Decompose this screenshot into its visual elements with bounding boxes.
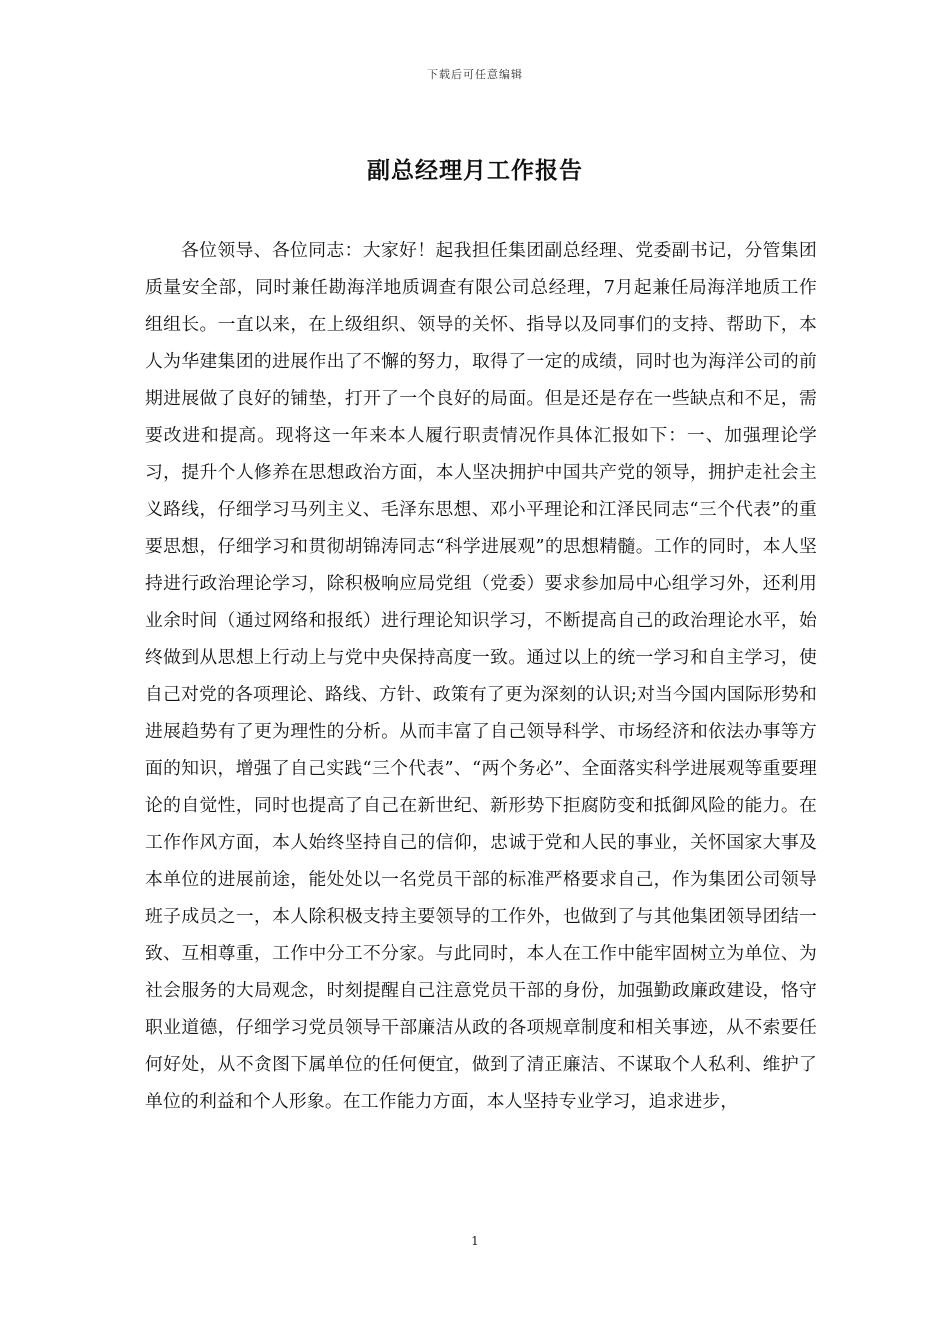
page-number: 1 bbox=[471, 1234, 479, 1248]
header-note: 下载后可任意编辑 bbox=[427, 68, 523, 81]
body-paragraph: 各位领导、各位同志：大家好！起我担任集团副总经理、党委副书记，分管集团质量安全部，同时兼任勘海洋地质调查有限公司总经理，7月起兼任局海洋地质工作组组长。一直以来，在上级组织、领导的关怀、指导以及同事们的支持、帮助下，本人为华建集团的进展作出了不懈的努力，取得了一定的成绩，同时也为海洋公司的前期进展做了良好的铺垫，打开了一个良好的局面。但是还是存在一些缺点和不足，需要改进和提高。现将这一年来本人履行职责情况作具体汇报如下：一、加强理论学习，提升个人修养在思想政治方面，本人坚决拥护中国共产党的领导，拥护走社会主义路线，仔细学习马列主义、毛泽东思想、邓小平理论和江泽民同志“三个代表”的重要思想，仔细学习和贯彻胡锦涛同志“科学进展观”的思想精髓。工作的同时，本人坚持进行政治理论学习，除积极响应局党组（党委）要求参加局中心组学习外，还利用业余时间（通过网络和报纸）进行理论知识学习，不断提高自己的政治理论水平，始终做到从思想上行动上与党中央保持高度一致。通过以上的统一学习和自主学习，使自己对党的各项理论、路线、方针、政策有了更为深刻的认识;对当今国内国际形势和进展趋势有了更为理性的分析。从而丰富了自己领导科学、市场经济和依法办事等方面的知识，增强了自己实践“三个代表”、“两个务必”、全面落实科学进展观等重要理论的自觉性，同时也提高了自己在新世纪、新形势下拒腐防变和抵御风险的能力。在工作作风方面，本人始终坚持自己的信仰，忠诚于党和人民的事业，关怀国家大事及本单位的进展前途，能处处以一名党员干部的标准严格要求自己，作为集团公司领导班子成员之一，本人除积极支持主要领导的工作外，也做到了与其他集团领导团结一致、互相尊重，工作中分工不分家。与此同时，本人在工作中能牢固树立为单位、为社会服务的大局观念，时刻提醒自己注意党员干部的身份，加强勤政廉政建设，恪守职业道德，仔细学习党员领导干部廉洁从政的各项规章制度和相关事迹，从不索要任何好处，从不贪图下属单位的任何便宜，做到了清正廉洁、不谋取个人私利、维护了单位的利益和个人形象。在工作能力方面，本人坚持专业学习，追求进步， bbox=[145, 240, 817, 1112]
document-title: 副总经理月工作报告 bbox=[367, 157, 583, 184]
